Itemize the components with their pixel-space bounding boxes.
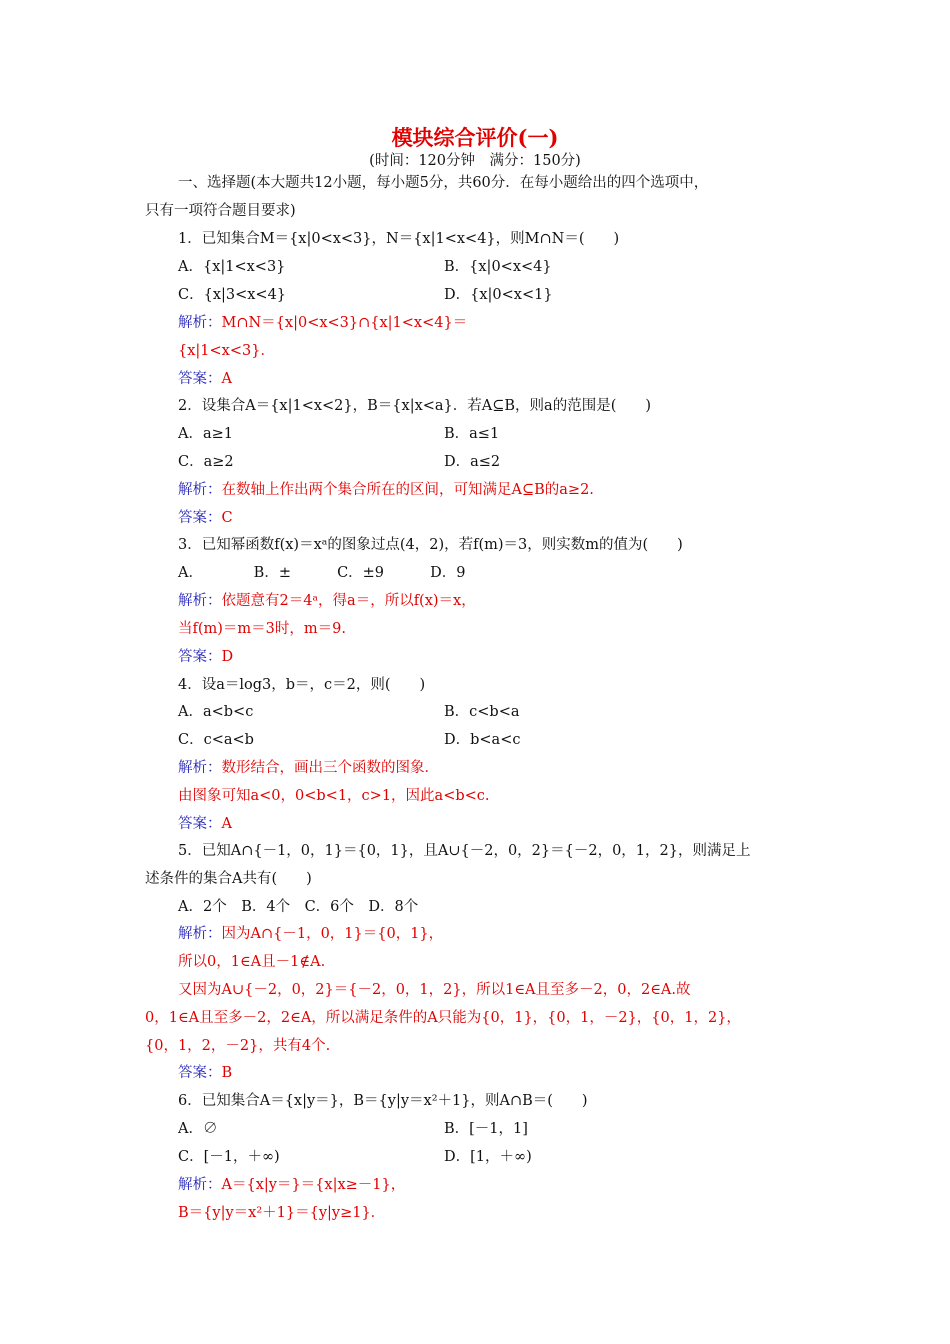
q6-option-b: B．[－1，1]	[444, 1121, 528, 1137]
q2-option-a: A．a≥1	[178, 426, 233, 442]
q6-analysis-2: B＝{y|y＝x²＋1}＝{y|y≥1}．	[178, 1205, 386, 1221]
analysis-label: 解析：	[178, 315, 222, 331]
q4-analysis-1: 解析：数形结合，画出三个函数的图象．	[178, 760, 439, 776]
q1-option-c: C．{x|3<x<4}	[178, 287, 287, 303]
q4-option-b: B．c<b<a	[444, 704, 520, 720]
q4-option-a: A．a<b<c	[178, 704, 254, 720]
q3-options: A． B．± C．±9 D．9	[178, 565, 466, 581]
question-1: 1．已知集合M＝{x|0<x<3}，N＝{x|1<x<4}，则M∩N＝( )	[178, 231, 620, 247]
q4-answer: 答案：A	[178, 816, 232, 832]
q5-answer: 答案：B	[178, 1065, 233, 1081]
q6-option-c: C．[－1，＋∞)	[178, 1149, 280, 1165]
q2-option-d: D．a≤2	[444, 454, 501, 470]
question-3: 3．已知幂函数f(x)＝xᵃ的图象过点(4，2)，若f(m)＝3，则实数m的值为( )	[178, 537, 683, 553]
q6-option-a: A．∅	[178, 1121, 218, 1137]
q4-analysis-2: 由图象可知a<0，0<b<1，c>1，因此a<b<c.	[178, 788, 490, 804]
q1-option-b: B．{x|0<x<4}	[444, 259, 552, 275]
q2-analysis-1: 解析：在数轴上作出两个集合所在的区间，可知满足A⊆B的a≥2.	[178, 482, 594, 498]
q5-analysis-1: 解析：因为A∩{－1，0，1}＝{0，1}，	[178, 926, 444, 942]
q2-answer: 答案：C	[178, 510, 233, 526]
q6-option-d: D．[1，＋∞)	[444, 1149, 532, 1165]
q5-analysis-4: 0，1∈A且至多－2，2∈A，所以满足条件的A只能为{0，1}，{0，1，－2}，{0，1，2}，	[145, 1010, 741, 1026]
page-title: 模块综合评价(一)	[391, 125, 559, 150]
q5-analysis-5: {0，1，2，－2}，共有4个.	[145, 1038, 331, 1054]
page-subtitle: (时间：120分钟 满分：150分)	[369, 153, 581, 169]
section-intro-line2: 只有一项符合题目要求)	[145, 203, 296, 219]
q4-option-d: D．b<a<c	[444, 732, 521, 748]
q2-option-c: C．a≥2	[178, 454, 234, 470]
q3-answer: 答案：D	[178, 649, 234, 665]
q1-analysis-2: {x|1<x<3}．	[178, 343, 275, 359]
q3-analysis-2: 当f(m)＝m＝3时，m＝9.	[178, 621, 346, 637]
q1-option-d: D．{x|0<x<1}	[444, 287, 553, 303]
q1-answer: 答案：A	[178, 371, 232, 387]
q1-analysis-1: 解析：M∩N＝{x|0<x<3}∩{x|1<x<4}＝	[178, 315, 468, 331]
section-intro-line1: 一、选择题(本大题共12小题，每小题5分，共60分．在每小题给出的四个选项中，	[178, 175, 709, 191]
question-2: 2．设集合A＝{x|1<x<2}，B＝{x|x<a}．若A⊆B，则a的范围是( )	[178, 398, 652, 414]
question-4: 4．设a＝log3，b＝，c＝2，则( )	[178, 677, 426, 693]
question-6: 6．已知集合A＝{x|y＝}，B＝{y|y＝x²＋1}，则A∩B＝( )	[178, 1093, 588, 1109]
q6-analysis-1: 解析：A＝{x|y＝}＝{x|x≥－1}，	[178, 1177, 406, 1193]
q5-options: A．2个 B．4个 C．6个 D．8个	[178, 899, 419, 915]
q2-option-b: B．a≤1	[444, 426, 500, 442]
q3-analysis-1: 解析：依题意有2＝4ᵃ，得a＝，所以f(x)＝x，	[178, 593, 476, 609]
answer-label: 答案：	[178, 371, 222, 387]
q5-analysis-2: 所以0，1∈A且－1∉A.	[178, 954, 326, 970]
question-5-line1: 5．已知A∩{－1，0，1}＝{0，1}，且A∪{－2，0，2}＝{－2，0，1，2}，则满足上	[178, 843, 751, 859]
q1-option-a: A．{x|1<x<3}	[178, 259, 286, 275]
question-5-line2: 述条件的集合A共有( )	[145, 871, 312, 887]
q5-analysis-3: 又因为A∪{－2，0，2}＝{－2，0，1，2}，所以1∈A且至多－2，0，2∈A.故	[178, 982, 691, 998]
q4-option-c: C．c<a<b	[178, 732, 254, 748]
